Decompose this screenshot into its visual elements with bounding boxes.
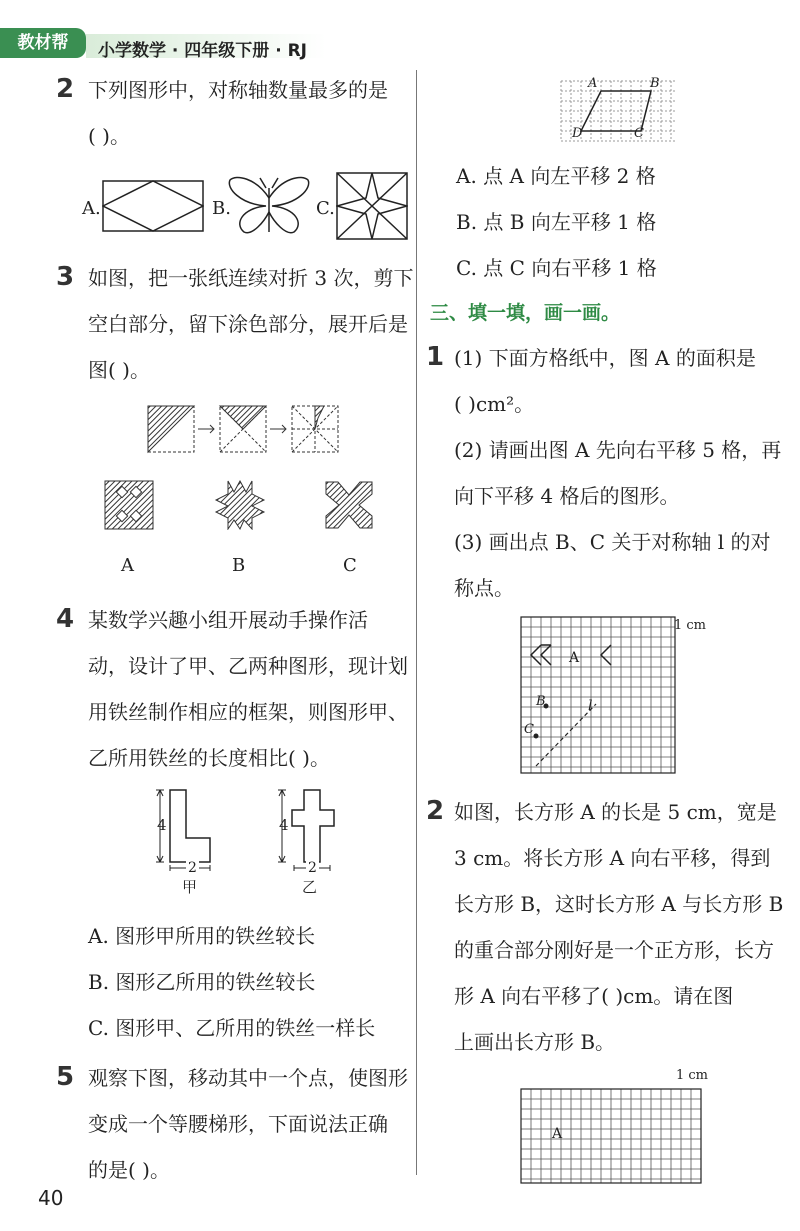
- book-title: 小学数学 · 四年级下册 · RJ: [98, 41, 308, 61]
- question-text: (3) 画出点 B、C 关于对称轴 l 的对: [454, 530, 771, 554]
- column-divider: [416, 70, 417, 1175]
- option-b-pattern: [214, 480, 266, 530]
- figure-a-label: A: [569, 650, 580, 666]
- option-label: A.: [82, 198, 101, 219]
- answer-blank: 乙所用铁丝的长度相比( )。: [88, 746, 330, 770]
- axis-label: l: [588, 698, 593, 714]
- question-text: 3 cm。将长方形 A 向右平移，得到: [454, 846, 771, 870]
- question-text: 上画出长方形 B。: [454, 1030, 616, 1054]
- option-a-pattern: [104, 480, 154, 530]
- option-label: B.: [212, 198, 231, 219]
- question-text: 变成一个等腰梯形，下面说法正确: [88, 1112, 388, 1136]
- figure-a-label: A: [552, 1126, 563, 1142]
- point-label: B: [650, 76, 660, 91]
- option-c-pattern: [324, 480, 374, 530]
- question-number: 5: [56, 1062, 75, 1092]
- option-label: A: [121, 555, 134, 576]
- question-number: 1: [426, 342, 445, 372]
- question-text: 动，设计了甲、乙两种图形，现计划: [88, 654, 408, 678]
- option-text: A. 图形甲所用的铁丝较长: [88, 924, 316, 948]
- question-text: 称点。: [454, 576, 514, 600]
- square-star-figure: [336, 172, 408, 240]
- dimension-label: 4: [279, 816, 289, 834]
- section-title: 三、填一填，画一画。: [430, 302, 621, 324]
- answer-blank: 的是( )。: [88, 1158, 170, 1182]
- shape-label: 甲: [182, 878, 198, 896]
- question-number: 2: [56, 74, 75, 104]
- folding-steps-figure: [146, 404, 342, 454]
- unit-label: 1 cm: [676, 1068, 709, 1083]
- unit-label: 1 cm: [674, 618, 707, 633]
- option-text: C. 点 C 向右平移 1 格: [456, 256, 657, 280]
- answer-blank: ( )。: [88, 124, 130, 148]
- answer-blank: 图( )。: [88, 358, 150, 382]
- question-number: 3: [56, 262, 75, 292]
- option-text: C. 图形甲、乙所用的铁丝一样长: [88, 1016, 376, 1040]
- question-text: 如图，长方形 A 的长是 5 cm，宽是: [454, 800, 777, 824]
- rectangle-rhombus-figure: [102, 180, 204, 232]
- answer-blank: ( )cm²。: [454, 392, 535, 416]
- question-text: (2) 请画出图 A 先向右平移 5 格，再: [454, 438, 782, 462]
- answer-blank: 形 A 向右平移了( )cm。请在图: [454, 984, 734, 1008]
- dimension-label: 4: [157, 816, 167, 834]
- question-text: 长方形 B，这时长方形 A 与长方形 B: [454, 892, 784, 916]
- question-number: 4: [56, 604, 75, 634]
- butterfly-figure: [226, 174, 312, 238]
- point-label: A: [588, 76, 598, 91]
- option-text: B. 图形乙所用的铁丝较长: [88, 970, 316, 994]
- question-text: 某数学兴趣小组开展动手操作活: [88, 608, 368, 632]
- question-text: 用铁丝制作相应的框架，则图形甲、: [88, 700, 408, 724]
- question-text: 下列图形中，对称轴数量最多的是: [88, 78, 388, 102]
- question-text: (1) 下面方格纸中，图 A 的面积是: [454, 346, 756, 370]
- point-label: C: [634, 126, 644, 141]
- question-text: 向下平移 4 格后的图形。: [454, 484, 680, 508]
- point-label: D: [572, 126, 583, 141]
- page-number: 40: [38, 1186, 64, 1210]
- question-number: 2: [426, 796, 445, 826]
- option-label: C: [343, 555, 357, 576]
- question-text: 的重合部分刚好是一个正方形，长方: [454, 938, 774, 962]
- option-label: B: [232, 555, 246, 576]
- dimension-label: 2: [188, 860, 197, 876]
- question-text: 空白部分，留下涂色部分，展开后是: [88, 312, 408, 336]
- point-label: C: [524, 722, 534, 737]
- shape-label: 乙: [302, 878, 318, 896]
- option-text: A. 点 A 向左平移 2 格: [456, 164, 656, 188]
- point-label: B: [536, 694, 546, 709]
- dimension-label: 2: [308, 860, 317, 876]
- option-label: C.: [316, 198, 335, 219]
- question-text: 如图，把一张纸连续对折 3 次，剪下: [88, 266, 414, 290]
- question-text: 观察下图，移动其中一个点，使图形: [88, 1066, 408, 1090]
- option-text: B. 点 B 向左平移 1 格: [456, 210, 657, 234]
- grid-figure-2: [520, 1088, 702, 1184]
- book-tag: 教材帮: [0, 28, 86, 58]
